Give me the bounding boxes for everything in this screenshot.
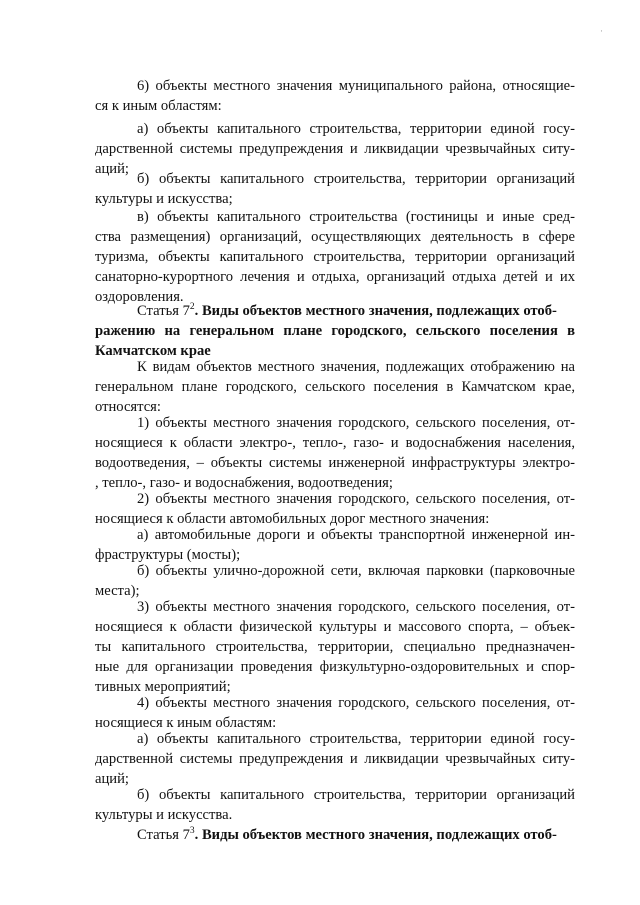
article-7-2-heading-line-2: ражению на генеральном плане городского, сельского поселения в (95, 323, 575, 339)
article-7-3-heading-line-1 (137, 826, 575, 844)
page-mark: · (600, 26, 603, 36)
item-4a-line-3: аций; (95, 771, 129, 787)
item-2a-line-1: а) автомобильные дороги и объекты транспортной инженерной ин- (137, 527, 575, 543)
article-7-2-title-1: . Виды объектов местного значения, подлежащих отоб- (194, 303, 557, 319)
item-1-line-2: носящиеся к области электро-, тепло-, газо- и водоснабжения населения, (95, 435, 575, 451)
item-2-line-2: носящиеся к области автомобильных дорог местного значения: (95, 511, 490, 527)
item-2-line-1: 2) объекты местного значения городского, сельского поселения, от- (137, 491, 575, 507)
item-2a-line-2: фраструктуры (мосты); (95, 547, 241, 563)
article-7-2-heading-line-1 (137, 302, 575, 320)
item-4-line-2: носящиеся к иным областям: (95, 715, 277, 731)
item-4b-line-1: б) объекты капитального строительства, территории организаций (137, 787, 575, 803)
item-3-line-3: ты капитального строительства, территории, специально предназначен- (95, 639, 575, 655)
para-6c-line-2: ства размещения) организаций, осуществляющих деятельность в сфере (95, 229, 575, 245)
para-6c-line-1: в) объекты капитального строительства (гостиницы и иные сред- (137, 209, 575, 225)
para-6-line-2: ся к иным областям: (95, 98, 222, 114)
item-3-line-5: тивных мероприятий; (95, 679, 231, 695)
article-7-3-title-1: . Виды объектов местного значения, подлежащих отоб- (194, 827, 557, 843)
item-1-line-1: 1) объекты местного значения городского, сельского поселения, от- (137, 415, 575, 431)
item-3-line-4: ные для организации проведения физкультурно-оздоровительных и спор- (95, 659, 575, 675)
para-6b-line-2: культуры и искусства; (95, 191, 233, 207)
para-6-line-1: 6) объекты местного значения муниципального района, относящие- (137, 78, 575, 94)
item-1-line-4: , тепло-, газо- и водоснабжения, водоотведения; (95, 475, 393, 491)
article-7-3-prefix: Статья 7 (137, 827, 190, 843)
item-3-line-2: носящиеся к области физической культуры и массового спорта, – объек- (95, 619, 575, 635)
item-4-line-1: 4) объекты местного значения городского, сельского поселения, от- (137, 695, 575, 711)
article-7-2-prefix: Статья 7 (137, 303, 190, 319)
item-3-line-1: 3) объекты местного значения городского, сельского поселения, от- (137, 599, 575, 615)
item-2b-line-1: б) объекты улично-дорожной сети, включая парковки (парковочные (137, 563, 575, 579)
para-6c-line-3: туризма, объекты капитального строительства, территории организаций (95, 249, 575, 265)
para-6c-line-4: санаторно-курортного лечения и отдыха, организаций отдыха детей и их (95, 269, 575, 285)
para-6a-line-2: дарственной системы предупреждения и ликвидации чрезвычайных ситу- (95, 141, 575, 157)
item-1-line-3: водоотведения, – объекты системы инженерной инфраструктуры электро- (95, 455, 575, 471)
article-7-2-heading-line-3: Камчатском крае (95, 343, 211, 359)
para-6a-line-1: а) объекты капитального строительства, территории единой госу- (137, 121, 575, 137)
item-2b-line-2: места); (95, 583, 140, 599)
article-7-2-superscript: 2 (189, 302, 195, 313)
intro-line-2: генеральном плане городского, сельского поселения в Камчатском крае, (95, 379, 575, 395)
intro-line-3: относятся: (95, 399, 161, 415)
para-6c-line-5: оздоровления. (95, 289, 184, 305)
item-4a-line-2: дарственной системы предупреждения и ликвидации чрезвычайных ситу- (95, 751, 575, 767)
item-4b-line-2: культуры и искусства. (95, 807, 233, 823)
article-7-3-superscript: 3 (189, 826, 195, 837)
intro-line-1: К видам объектов местного значения, подлежащих отображению на (137, 359, 575, 375)
item-4a-line-1: а) объекты капитального строительства, территории единой госу- (137, 731, 575, 747)
para-6a-line-3: аций; (95, 161, 129, 177)
para-6b-line-1: б) объекты капитального строительства, территории организаций (137, 171, 575, 187)
